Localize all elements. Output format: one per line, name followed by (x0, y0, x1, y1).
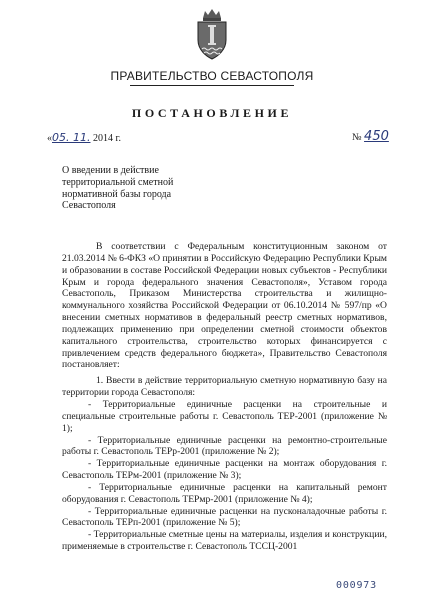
government-title: ПРАВИТЕЛЬСТВО СЕВАСТОПОЛЯ (110, 69, 314, 83)
number-prefix: № (352, 132, 362, 143)
subject-line: О введении в действие (62, 165, 159, 176)
document-number (352, 129, 389, 144)
document-body (62, 241, 387, 553)
date-prefix: « (47, 133, 52, 144)
document-date (47, 131, 121, 144)
subitem-paragraph: - Территориальные единичные расценки на строительные и специальные строительные работы г. Севастополь ТЕР-2001 (приложение № 1); (62, 398, 387, 434)
number-handwritten: 450 (364, 129, 389, 144)
subject-line: территориальной сметной (62, 176, 174, 188)
subject-line: нормативной базы города (62, 188, 172, 200)
subitem-paragraph: - Территориальные единичные расценки на монтаж оборудования г. Севастополь ТЕРм-2001 (приложение № 3); (62, 458, 387, 482)
page-stamp-number: 000973 (336, 580, 377, 591)
document-subject (62, 165, 214, 212)
subitem-paragraph: - Территориальные единичные расценки на пусконаладочные работы г. Севастополь ТЕРп-2001 (приложение № 5); (62, 505, 387, 529)
document-type: ПОСТАНОВЛЕНИЕ (131, 106, 293, 120)
preamble-paragraph: В соответствии с Федеральным конституционным законом от 21.03.2014 № 6-ФКЗ «О принятии в Российскую Федерацию Республики Крым и образовании в составе Российской Федерации новых субъектов - Республики Крым и города федерального значения Севастополя», Уставом города Севастополь, Приказом Министерства строительства и жилищно-коммунального хозяйства Российской Федерации от 06.10.2014 № 597/пр «О внесении сметных нормативов в федеральный реестр сметных нормативов, подлежащих применению при определении сметной стоимости объектов капитального строительства, строительство которых финансируется с привлечением средств федерального бюджета», Правительство Севастополя постановляет: (62, 241, 387, 371)
subitem-paragraph: - Территориальные сметные цены на материалы, изделия и конструкции, применяемые в строительстве г. Севастополь ТССЦ-2001 (62, 529, 387, 553)
subitem-paragraph: - Территориальные единичные расценки на капитальный ремонт оборудования г. Севастополь ТЕРмр-2001 (приложение № 4); (62, 481, 387, 505)
date-year: 2014 г. (92, 133, 121, 144)
subject-line: Севастополя (62, 200, 116, 212)
date-handwritten: 05. 11. (52, 131, 91, 144)
subitem-paragraph: - Территориальные единичные расценки на ремонтно-строительные работы г. Севастополь ТЕРр-2001 (приложение № 2); (62, 434, 387, 458)
item-1-paragraph: 1. Ввести в действие территориальную сметную нормативную базу на территории города Севастополя: (62, 375, 387, 399)
title-underline (130, 85, 294, 86)
coat-of-arms-icon (194, 8, 230, 60)
